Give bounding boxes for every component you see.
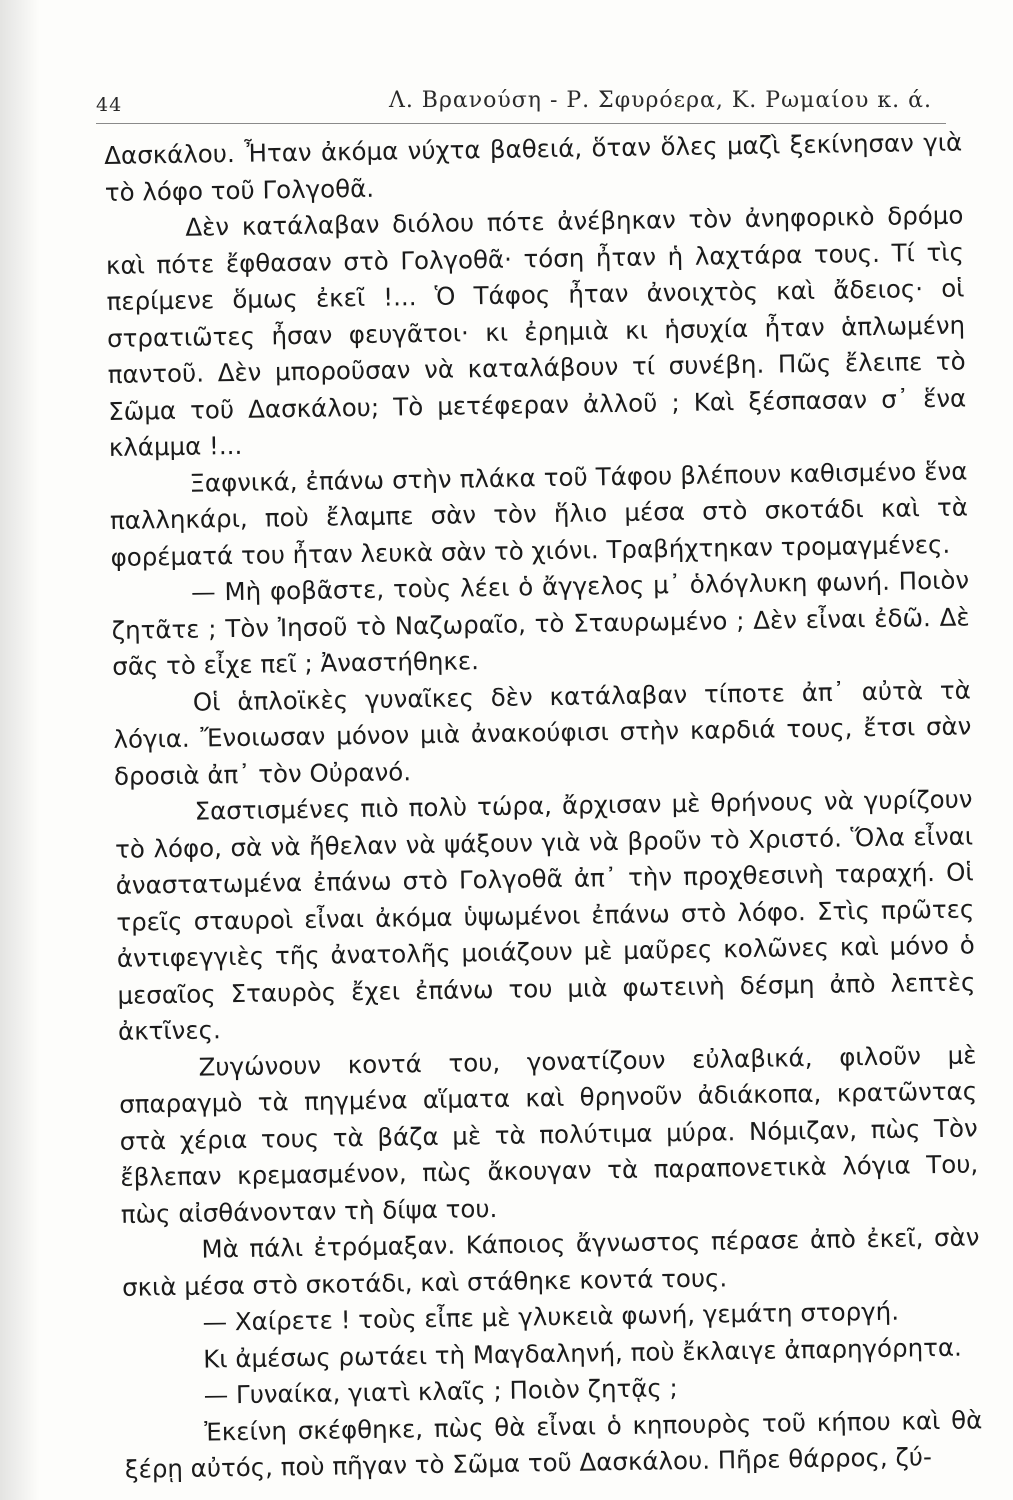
header-rule xyxy=(96,123,946,124)
paragraph: Ἐκείνη σκέφθηκε, πὼς θὰ εἶναι ὁ κηπουρὸς τοῦ κήπου καὶ θὰ ξέρῃ αὐτός, ποὺ πῆγαν τὸ Σῶμα τοῦ Δασκάλου. Πῆρε θάρρος, ζύ- xyxy=(124,1404,983,1484)
paragraph: — Γυναίκα, γιατὶ κλαῖς ; Ποιὸν ζητᾷς ; xyxy=(203,1373,679,1410)
running-head: Λ. Βρανούση - Ρ. Σφυρόερα, Κ. Ρωμαίου κ. ά. xyxy=(388,88,932,113)
paragraph: Μὰ πάλι ἐτρόμαξαν. Κάποιος ἄγνωστος πέρασε ἀπὸ ἐκεῖ, σὰν σκιὰ μέσα στὸ σκοτάδι, καὶ στάθηκε κοντά τους. xyxy=(121,1222,980,1302)
paragraph: — Μὴ φοβᾶστε, τοὺς λέει ὁ ἄγγελος μ᾽ ὁλόγλυκη φωνή. Ποιὸν ζητᾶτε ; Τὸν Ἰησοῦ τὸ Ναζωραῖο, τὸ Σταυρωμένο ; Δὲν εἶναι ἐδῶ. Δὲ σᾶς τὸ εἶχε πεῖ ; Ἀναστήθηκε. xyxy=(111,565,970,681)
paragraph: Σαστισμένες πιὸ πολὺ τώρα, ἄρχισαν μὲ θρήνους νὰ γυρίζουν τὸ λόφο, σὰ νὰ ἤθελαν νὰ ψάξουν γιὰ νὰ βροῦν τὸ Χριστό. Ὅλα εἶναι ἀναστατωμένα ἐπάνω στὸ Γολγοθᾶ ἀπ᾽ τὴν προχθεσινὴ ταραχή. Οἱ τρεῖς σταυροὶ εἶναι ἀκόμα ὑψωμένοι ἐπάνω στὸ λόφο. Στὶς πρῶτες ἀντιφεγγιὲς τῆς ἀνατολῆς μοιάζουν μὲ μαῦρες κολῶνες καὶ μόνο ὁ μεσαῖος Σταυρὸς ἔχει ἐπάνω του μιὰ φωτεινὴ δέσμη ἀπὸ λεπτὲς ἀκτῖνες. xyxy=(114,784,976,1046)
body-text xyxy=(104,125,983,1489)
page-header xyxy=(96,70,946,120)
paragraph: Κι ἀμέσως ρωτάει τὴ Μαγδαληνή, ποὺ ἔκλαιγε ἀπαρηγόρητα. xyxy=(202,1332,963,1374)
paragraph: Ξαφνικά, ἐπάνω στὴν πλάκα τοῦ Τάφου βλέπουν καθισμένο ἕνα παλληκάρι, ποὺ ἔλαμπε σὰν τὸν ἥλιο μέσα στὸ σκοτάδι καὶ τὰ φορέματά του ἦταν λευκὰ σὰν τὸ χιόνι. Τραβήχτηκαν τρομαγμένες. xyxy=(109,455,969,572)
paragraph: Ζυγώνουν κοντά του, γονατίζουν εὐλαβικά, φιλοῦν μὲ σπαραγμὸ τὰ πηγμένα αἵματα καὶ θρηνοῦν ἀδιάκοπα, κρατῶντας στὰ χέρια τους τὰ βάζα μὲ τὰ πολύτιμα μύρα. Νόμιζαν, πὼς Τὸν ἔβλεπαν κρεμασμένον, πὼς ἄκουγαν τὰ παραπονετικὰ λόγια Του, πὼς αἰσθάνονταν τὴ δίψα του. xyxy=(118,1039,979,1229)
paragraph: Δασκάλου. Ἦταν ἀκόμα νύχτα βαθειά, ὅταν ὅλες μαζὶ ξεκίνησαν γιὰ τὸ λόφο τοῦ Γολγοθᾶ. xyxy=(104,127,963,207)
paragraph: Δὲν κατάλαβαν διόλου πότε ἀνέβηκαν τὸν ἀνηφορικὸ δρόμο καὶ πότε ἔφθασαν στὸ Γολγοθᾶ· τόση ἦταν ἡ λαχτάρα τους. Τί τὶς περίμενε ὅμως ἐκεῖ !... Ὁ Τάφος ἦταν ἀνοιχτὸς καὶ ἄδειος· οἱ στρατιῶτες ἦσαν φευγᾶτοι· κι ἐρημιὰ κι ἡσυχία ἦταν ἁπλωμένη παντοῦ. Δὲν μποροῦσαν νὰ καταλάβουν τί συνέβη. Πῶς ἔλειπε τὸ Σῶμα τοῦ Δασκάλου; Τὸ μετέφεραν ἀλλοῦ ; Καὶ ξέσπασαν σ᾽ ἕνα κλάμμα !... xyxy=(105,200,967,462)
paragraph: — Χαίρετε ! τοὺς εἶπε μὲ γλυκειὰ φωνή, γεμάτη στοργή. xyxy=(202,1296,900,1337)
page-number: 44 xyxy=(96,94,123,116)
page-spine-shadow xyxy=(0,0,40,1500)
paragraph: Οἱ ἁπλοϊκὲς γυναῖκες δὲν κατάλαβαν τίποτε ἀπ᾽ αὐτὰ τὰ λόγια. Ἔνοιωσαν μόνον μιὰ ἀνακούφισι στὴν καρδιά τους, ἔτσι σὰν δροσιὰ ἀπ᾽ τὸν Οὐρανό. xyxy=(113,674,972,791)
